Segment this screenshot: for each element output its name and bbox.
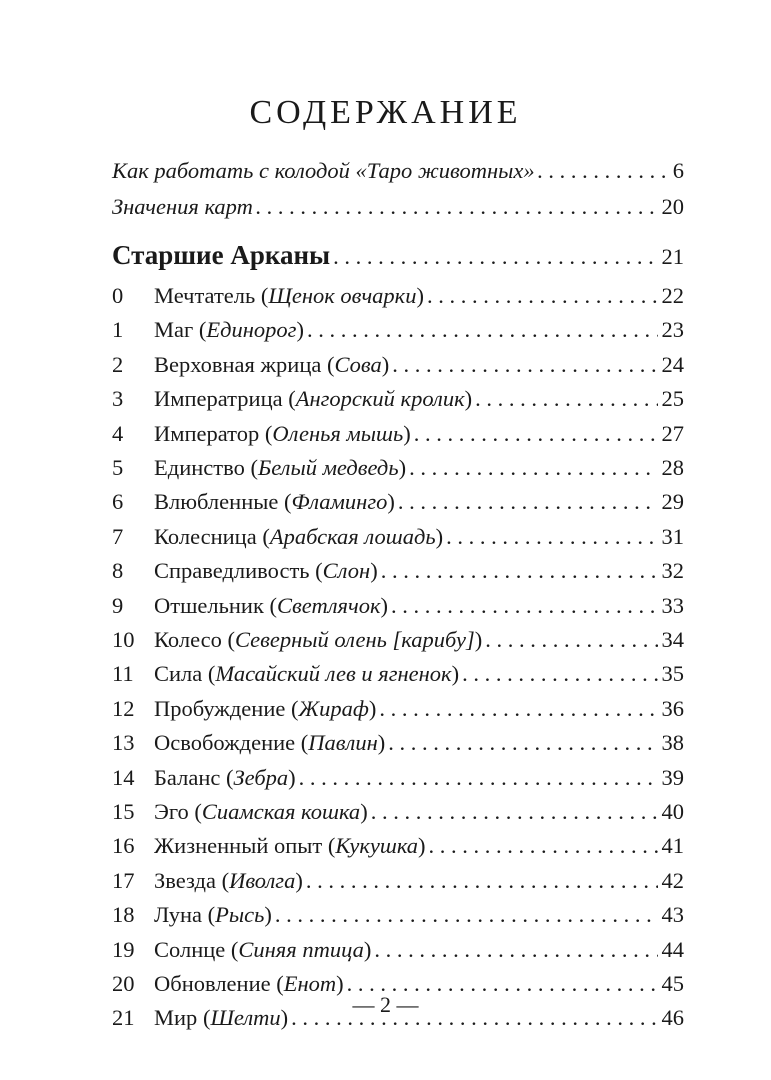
card-number: 4 bbox=[112, 420, 124, 446]
leader-dots bbox=[307, 315, 658, 345]
toc-page-number: 20 bbox=[661, 194, 684, 219]
leader-dots bbox=[409, 453, 657, 483]
leader-dots bbox=[462, 659, 657, 689]
leader-dots bbox=[299, 763, 658, 793]
card-title: 4 Император (Оленья мышь) bbox=[112, 419, 411, 449]
card-number: 18 bbox=[112, 902, 135, 928]
card-number: 6 bbox=[112, 489, 124, 515]
toc-entry-card[interactable] bbox=[112, 453, 684, 483]
toc-page-number: 34 bbox=[661, 627, 684, 652]
section-title: Старшие Арканы bbox=[112, 240, 331, 270]
toc-entry-text: Значения карт bbox=[112, 194, 253, 219]
card-name: Эго bbox=[154, 799, 189, 824]
card-animal: Синяя птица bbox=[238, 936, 364, 962]
toc-entry-intro-1[interactable] bbox=[112, 192, 684, 222]
toc-entry-card[interactable] bbox=[112, 659, 684, 689]
toc-entry-card[interactable] bbox=[112, 384, 684, 414]
card-animal: Кукушка bbox=[335, 833, 419, 859]
leader-dots bbox=[392, 350, 657, 380]
toc-page-number: 29 bbox=[661, 489, 684, 515]
card-name: Императрица bbox=[154, 386, 283, 412]
card-number: 15 bbox=[112, 799, 135, 824]
toc-page-number: 23 bbox=[661, 317, 684, 343]
toc-page-number: 21 bbox=[661, 244, 684, 269]
toc-entry-card[interactable] bbox=[112, 591, 684, 621]
card-animal: Рысь bbox=[215, 902, 265, 928]
card-animal: Слон bbox=[322, 558, 371, 584]
toc-entry-intro-0[interactable] bbox=[112, 156, 684, 186]
toc-entry-card[interactable] bbox=[112, 866, 684, 896]
toc-page-number: 40 bbox=[661, 799, 684, 824]
card-animal: Масайский лев и ягненок bbox=[215, 661, 452, 687]
card-title: 3 Императрица (Ангорский кролик) bbox=[112, 384, 472, 414]
toc-entry-card[interactable] bbox=[112, 315, 684, 345]
toc-page-number: 32 bbox=[661, 558, 684, 584]
card-animal: Единорог bbox=[206, 317, 297, 343]
toc-section-major-arcana[interactable] bbox=[112, 240, 684, 272]
leader-dots bbox=[429, 831, 658, 861]
card-title: 10 Колесо (Северный олень [карибу]) bbox=[112, 625, 482, 655]
card-number: 1 bbox=[112, 317, 124, 343]
card-animal: Шелти bbox=[210, 1005, 281, 1031]
card-number: 17 bbox=[112, 867, 135, 893]
card-title: 14 Баланс (Зебра) bbox=[112, 763, 296, 793]
card-animal: Ангорский кролик bbox=[295, 386, 465, 412]
leader-dots bbox=[538, 156, 669, 186]
card-animal: Жираф bbox=[298, 695, 369, 721]
card-animal: Енот bbox=[283, 971, 337, 996]
card-name: Колесница bbox=[154, 523, 257, 549]
toc-page-number: 46 bbox=[661, 1005, 684, 1031]
card-title: 19 Солнце (Синяя птица) bbox=[112, 935, 371, 965]
toc-page-number: 38 bbox=[661, 730, 684, 756]
card-number: 16 bbox=[112, 833, 135, 859]
toc-entry-card[interactable] bbox=[112, 728, 684, 758]
card-number: 7 bbox=[112, 523, 124, 549]
leader-dots bbox=[427, 281, 658, 311]
card-name: Пробуждение bbox=[154, 695, 286, 721]
card-name: Освобождение bbox=[154, 730, 296, 756]
toc-page-number: 39 bbox=[661, 764, 684, 790]
leader-dots bbox=[379, 694, 657, 724]
card-name: Верховная жрица bbox=[154, 351, 322, 377]
card-name: Луна bbox=[154, 902, 202, 928]
leader-dots bbox=[485, 625, 657, 655]
toc-entry-card[interactable] bbox=[112, 900, 684, 930]
card-title: 21 Мир (Шелти) bbox=[112, 1003, 288, 1033]
toc-page-number: 25 bbox=[661, 386, 684, 412]
card-name: Колесо bbox=[154, 627, 222, 652]
toc-page-number: 6 bbox=[672, 158, 684, 183]
leader-dots bbox=[256, 192, 658, 222]
toc-page-number: 42 bbox=[661, 867, 684, 893]
leader-dots bbox=[381, 556, 658, 586]
card-title: 13 Освобождение (Павлин) bbox=[112, 728, 385, 758]
card-title: 11 Сила (Масайский лев и ягненок) bbox=[112, 659, 459, 689]
leader-dots bbox=[391, 591, 657, 621]
toc-page-number: 36 bbox=[661, 695, 684, 721]
card-number: 19 bbox=[112, 936, 135, 962]
card-name: Обновление bbox=[154, 971, 271, 996]
card-name: Баланс bbox=[154, 764, 221, 790]
leader-dots bbox=[414, 419, 658, 449]
leader-dots bbox=[371, 797, 658, 827]
toc-entry-card[interactable] bbox=[112, 797, 684, 827]
toc-page-number: 22 bbox=[661, 283, 684, 308]
card-title: 8 Справедливость (Слон) bbox=[112, 556, 378, 586]
card-name: Влюбленные bbox=[154, 489, 279, 515]
toc-page-number: 31 bbox=[661, 523, 684, 549]
toc-page-number: 28 bbox=[661, 455, 684, 480]
card-number: 20 bbox=[112, 971, 135, 996]
card-name: Справедливость bbox=[154, 558, 310, 584]
toc-entry-card[interactable] bbox=[112, 763, 684, 793]
card-name: Жизненный опыт bbox=[154, 833, 323, 859]
toc-page-number: 35 bbox=[661, 661, 684, 687]
toc-page-number: 27 bbox=[661, 420, 684, 446]
card-animal: Сиамская кошка bbox=[201, 799, 361, 824]
leader-dots bbox=[475, 384, 657, 414]
card-title: 20 Обновление (Енот) bbox=[112, 969, 344, 999]
card-name: Мир bbox=[154, 1005, 198, 1031]
card-animal: Северный олень [карибу] bbox=[234, 627, 475, 652]
card-animal: Светлячок bbox=[277, 592, 381, 618]
card-title: 2 Верховная жрица (Сова) bbox=[112, 350, 389, 380]
card-number: 9 bbox=[112, 592, 124, 618]
card-number: 2 bbox=[112, 351, 124, 377]
toc-page-number: 24 bbox=[661, 351, 684, 377]
card-animal: Зебра bbox=[233, 764, 289, 790]
card-name: Отшельник bbox=[154, 592, 264, 618]
card-title: 5 Единство (Белый медведь) bbox=[112, 453, 406, 483]
card-animal: Белый медведь bbox=[257, 455, 399, 480]
card-number: 10 bbox=[112, 627, 135, 652]
card-name: Звезда bbox=[154, 867, 216, 893]
card-number: 21 bbox=[112, 1005, 135, 1031]
card-title: 15 Эго (Сиамская кошка) bbox=[112, 797, 368, 827]
toc-page-number: 43 bbox=[661, 902, 684, 928]
toc-page-number: 45 bbox=[661, 971, 684, 996]
card-animal: Оленья мышь bbox=[272, 420, 404, 446]
card-number: 13 bbox=[112, 730, 135, 756]
card-animal: Щенок овчарки bbox=[268, 283, 417, 308]
toc-page-number: 41 bbox=[661, 833, 684, 859]
toc-entry-card[interactable] bbox=[112, 694, 684, 724]
leader-dots bbox=[374, 935, 657, 965]
card-number: 8 bbox=[112, 558, 124, 584]
card-name: Сила bbox=[154, 661, 203, 687]
leader-dots bbox=[388, 728, 657, 758]
card-number: 5 bbox=[112, 455, 124, 480]
card-title: 7 Колесница (Арабская лошадь) bbox=[112, 522, 443, 552]
page-number-footer: — 2 — bbox=[352, 992, 419, 1017]
toc-page-number: 33 bbox=[661, 592, 684, 618]
card-title: 18 Луна (Рысь) bbox=[112, 900, 272, 930]
toc-entry-card[interactable] bbox=[112, 556, 684, 586]
card-name: Солнце bbox=[154, 936, 226, 962]
card-title: 9 Отшельник (Светлячок) bbox=[112, 591, 388, 621]
toc-entry-card[interactable] bbox=[112, 625, 684, 655]
leader-dots bbox=[306, 866, 658, 896]
toc-page-number: 44 bbox=[661, 936, 684, 962]
card-title: 12 Пробуждение (Жираф) bbox=[112, 694, 376, 724]
card-name: Мечтатель bbox=[154, 283, 256, 308]
card-name: Маг bbox=[154, 317, 194, 343]
card-name: Император bbox=[154, 420, 260, 446]
toc-entry-card[interactable] bbox=[112, 419, 684, 449]
toc-entry-card[interactable] bbox=[112, 281, 684, 311]
card-number: 12 bbox=[112, 695, 135, 721]
card-animal: Фламинго bbox=[291, 489, 388, 515]
card-title: 6 Влюбленные (Фламинго) bbox=[112, 487, 395, 517]
leader-dots bbox=[398, 487, 658, 517]
toc-entry-card[interactable] bbox=[112, 350, 684, 380]
card-number: 11 bbox=[112, 661, 134, 687]
toc-entry-card[interactable] bbox=[112, 831, 684, 861]
toc-entry-card[interactable] bbox=[112, 487, 684, 517]
page-title: СОДЕРЖАНИЕ bbox=[249, 94, 522, 131]
card-title: 1 Маг (Единорог) bbox=[112, 315, 304, 345]
card-animal: Иволга bbox=[229, 867, 296, 893]
card-number: 0 bbox=[112, 283, 124, 308]
card-number: 14 bbox=[112, 764, 135, 790]
card-number: 3 bbox=[112, 386, 124, 412]
card-title: 17 Звезда (Иволга) bbox=[112, 866, 303, 896]
card-name: Единство bbox=[154, 455, 245, 480]
card-animal: Сова bbox=[334, 351, 382, 377]
toc-entry-card[interactable] bbox=[112, 522, 684, 552]
toc-entry-text: Как работать с колодой «Таро животных» bbox=[112, 158, 535, 183]
card-animal: Арабская лошадь bbox=[269, 523, 436, 549]
leader-dots bbox=[446, 522, 657, 552]
leader-dots bbox=[333, 242, 657, 272]
card-title: 16 Жизненный опыт (Кукушка) bbox=[112, 831, 426, 861]
card-title: 0 Мечтатель (Щенок овчарки) bbox=[112, 281, 424, 311]
toc-entry-card[interactable] bbox=[112, 935, 684, 965]
card-animal: Павлин bbox=[308, 730, 378, 756]
leader-dots bbox=[275, 900, 658, 930]
